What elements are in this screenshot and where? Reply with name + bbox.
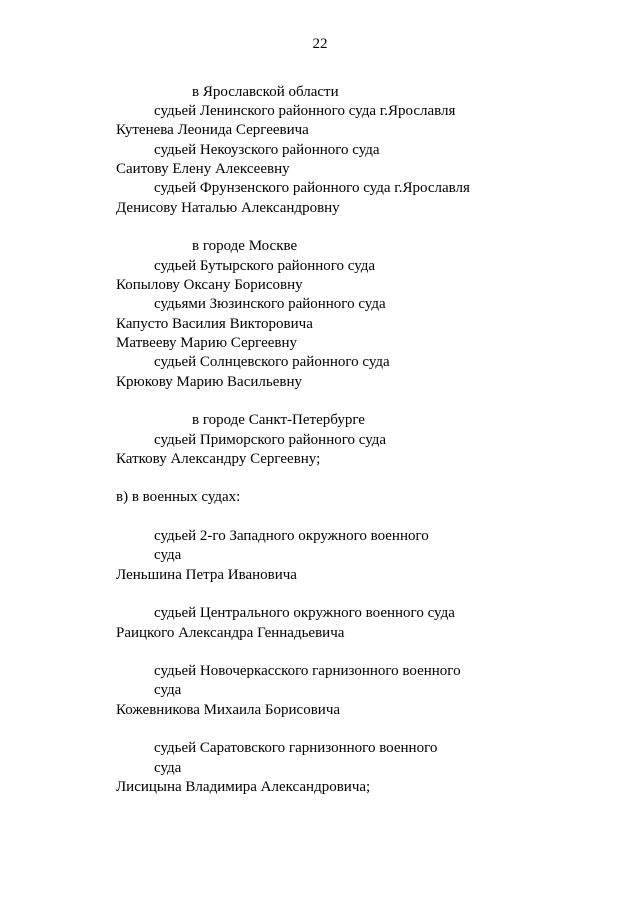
court-line: судьей Саратовского гарнизонного военного (154, 740, 438, 756)
judge-name: Денисову Наталью Александровну (116, 200, 340, 216)
court-line: судьей Ленинского районного суда г.Ярославля (154, 103, 456, 119)
court-line-continuation: суда (154, 760, 182, 776)
judge-name: Кутенева Леонида Сергеевича (116, 122, 309, 138)
court-line: судьей Некоузского районного суда (154, 142, 380, 158)
court-line: судьей 2-го Западного окружного военного (154, 528, 429, 544)
judge-name: Леньшина Петра Ивановича (116, 567, 297, 583)
court-line: судьей Солнцевского районного суда (154, 354, 390, 370)
page-number: 22 (312, 36, 328, 52)
court-line: судьями Зюзинского районного суда (154, 296, 386, 312)
section-heading-military: в) в военных судах: (116, 489, 241, 505)
judge-name: Саитову Елену Алексеевну (116, 161, 290, 177)
judge-name: Лисицына Владимира Александровича; (116, 779, 371, 795)
region-heading-yaroslavl: в Ярославской области (192, 84, 339, 100)
court-line-continuation: суда (154, 547, 182, 563)
region-heading-moscow: в городе Москве (192, 238, 298, 254)
court-line: судьей Новочеркасского гарнизонного военного (154, 663, 461, 679)
court-line: судьей Бутырского районного суда (154, 258, 376, 274)
judge-name: Раицкого Александра Геннадьевича (116, 625, 345, 641)
court-line: судьей Приморского районного суда (154, 432, 387, 448)
region-heading-spb: в городе Санкт-Петербурге (192, 412, 365, 428)
court-line: судьей Фрунзенского районного суда г.Ярославля (154, 180, 470, 196)
judge-name: Копылову Оксану Борисовну (116, 277, 303, 293)
judge-name: Капусто Василия Викторовича (116, 316, 313, 332)
judge-name: Матвееву Марию Сергеевну (116, 335, 297, 351)
judge-name: Крюкову Марию Васильевну (116, 374, 302, 390)
court-line-continuation: суда (154, 682, 182, 698)
judge-name: Кожевникова Михаила Борисовича (116, 702, 341, 718)
court-line: судьей Центрального окружного военного суда (154, 605, 455, 621)
judge-name: Каткову Александру Сергеевну; (116, 451, 321, 467)
